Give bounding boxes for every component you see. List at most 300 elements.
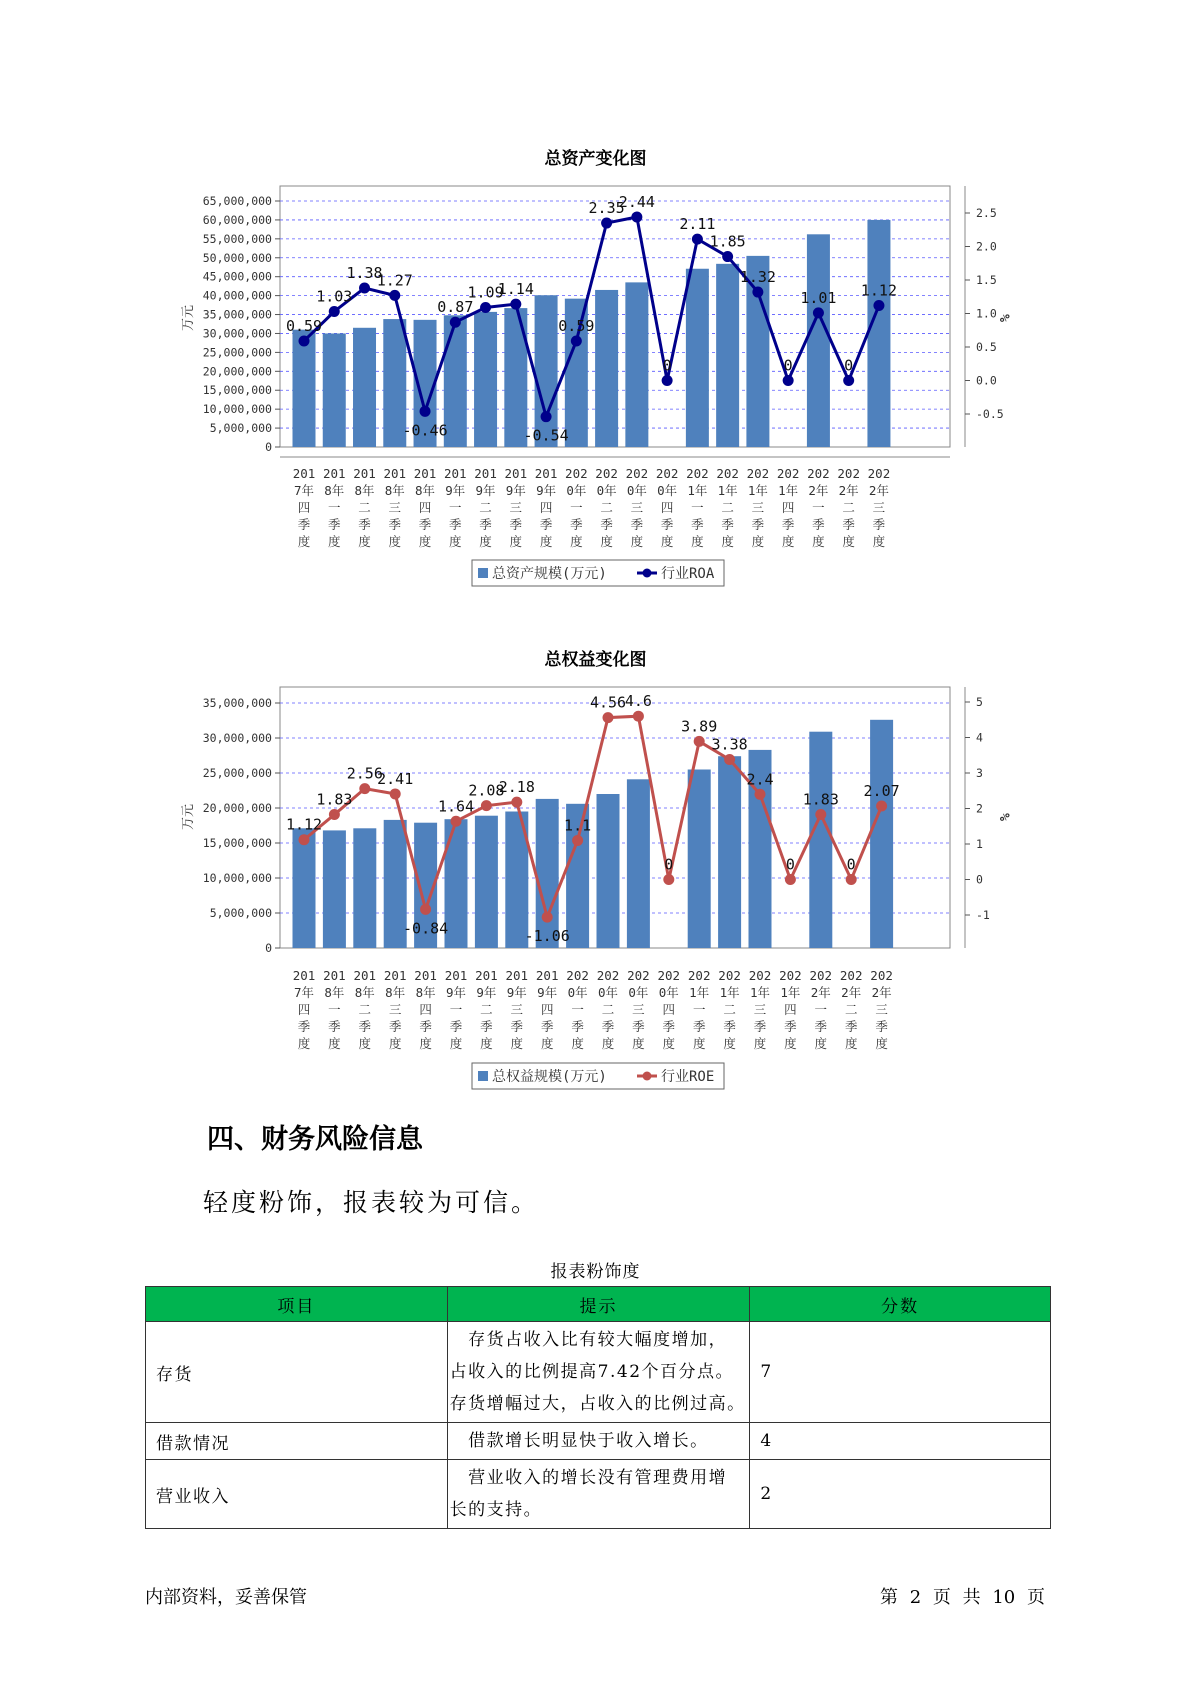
category-label: 一	[328, 500, 341, 515]
data-label: 4.56	[589, 693, 627, 712]
category-label: 季	[570, 517, 583, 532]
cell-hint	[447, 1460, 750, 1529]
left-axis-label: 万元	[181, 304, 196, 332]
data-label: 2.4	[746, 770, 774, 789]
cell-item: 存货	[146, 1322, 448, 1423]
category-label: 201	[413, 466, 437, 481]
left-tick-label: 5,000,000	[209, 421, 272, 436]
category-label: 季	[328, 517, 341, 532]
line-point	[451, 816, 462, 827]
category-label: 度	[842, 534, 855, 549]
category-label: 202	[596, 968, 620, 983]
category-label: 度	[509, 534, 523, 549]
hint-line: 占收入的比例提高7.42个百分点。	[449, 1362, 735, 1382]
cell-score: 2	[750, 1460, 1051, 1529]
category-label: 季	[692, 1019, 706, 1034]
category-label: 季	[509, 517, 523, 532]
category-label: 一	[812, 500, 825, 515]
category-label: 度	[630, 534, 644, 549]
category-label: 1年	[687, 483, 708, 498]
bar	[627, 779, 650, 948]
left-tick-label: 10,000,000	[202, 402, 272, 417]
data-label: 2.35	[588, 199, 625, 218]
line-point	[299, 834, 310, 845]
data-label: 4.6	[624, 692, 652, 711]
left-tick-label: 15,000,000	[202, 836, 272, 850]
data-label: 0.59	[285, 316, 323, 335]
cell-item: 借款情况	[146, 1423, 448, 1460]
left-tick-label: 25,000,000	[202, 345, 272, 360]
data-label: 0	[783, 356, 793, 375]
category-label: 0年	[596, 483, 617, 498]
category-label: 202	[565, 466, 588, 481]
right-tick-label: 1	[976, 837, 983, 851]
data-label: 1.01	[800, 288, 837, 307]
category-label: 0年	[597, 985, 619, 1000]
category-label: 季	[419, 1019, 432, 1034]
category-label: 201	[292, 968, 316, 983]
category-label: 201	[322, 466, 346, 481]
category-label: 9年	[505, 483, 526, 498]
category-label: 9年	[445, 985, 467, 1000]
line-point	[663, 874, 674, 885]
category-label: 二	[479, 500, 492, 515]
category-label: 三	[753, 1002, 767, 1017]
category-label: 度	[539, 534, 553, 549]
category-label: 一	[814, 1002, 828, 1017]
legend-bar-swatch	[478, 1071, 488, 1081]
category-label: 2年	[838, 483, 859, 498]
left-tick-label: 55,000,000	[202, 231, 272, 246]
category-label: 三	[872, 500, 886, 515]
category-label: 201	[323, 968, 346, 983]
category-label: 四	[297, 1002, 311, 1017]
category-label: 度	[297, 534, 311, 549]
data-label: 1.38	[346, 264, 383, 283]
data-label: 2.18	[498, 778, 535, 797]
hint-line: 存货占收入比有较大幅度增加，	[449, 1330, 728, 1350]
line-point	[542, 912, 553, 923]
left-tick-label: 10,000,000	[202, 871, 272, 885]
category-label: 季	[479, 517, 492, 532]
category-label: 季	[388, 517, 402, 532]
data-label: 2.11	[679, 215, 716, 234]
table-row	[146, 1460, 1051, 1529]
category-label: 201	[383, 968, 407, 983]
category-label: 202	[837, 466, 860, 481]
right-tick-label: 1.0	[976, 306, 997, 321]
data-label: -1.06	[524, 927, 570, 946]
category-label: 度	[721, 534, 734, 549]
category-label: 二	[844, 1002, 858, 1017]
data-label: 1.12	[285, 815, 323, 834]
category-label: 三	[632, 1002, 645, 1017]
category-label: 季	[540, 1019, 554, 1034]
footer-page-number: 第 2 页 共 10 页	[880, 1587, 1045, 1608]
category-label: 202	[867, 466, 891, 481]
category-label: 四	[419, 1002, 432, 1017]
category-label: 一	[691, 500, 704, 515]
category-label: 季	[510, 1019, 524, 1034]
category-label: 度	[419, 1036, 432, 1051]
category-label: 202	[746, 466, 770, 481]
category-label: 0年	[566, 483, 587, 498]
data-label: 3.89	[681, 717, 718, 736]
category-label: 度	[691, 534, 704, 549]
line-point	[724, 754, 735, 765]
category-label: 202	[595, 466, 618, 481]
chart-title-total-assets: 总资产变化图	[544, 149, 647, 169]
category-label: 季	[872, 517, 886, 532]
legend-line-marker	[643, 1072, 652, 1081]
cell-score: 4	[750, 1423, 1051, 1460]
right-tick-label: 0.5	[976, 340, 997, 354]
category-label: 201	[292, 466, 316, 481]
line-point	[390, 788, 401, 799]
category-label: 0年	[657, 483, 678, 498]
data-label: 1.27	[376, 271, 413, 290]
data-label: 3.38	[711, 735, 748, 754]
data-label: 0	[844, 356, 854, 375]
category-label: 202	[809, 968, 833, 983]
bar	[688, 770, 711, 949]
line-point	[755, 789, 766, 800]
category-label: 1年	[780, 985, 801, 1000]
category-label: 8年	[384, 483, 405, 498]
category-label: 2年	[841, 985, 862, 1000]
data-label: 1.09	[467, 283, 504, 302]
category-label: 1年	[689, 985, 710, 1000]
line-point	[572, 835, 583, 846]
left-tick-label: 50,000,000	[202, 250, 272, 265]
category-label: 8年	[415, 985, 436, 1000]
category-label: 9年	[537, 985, 558, 1000]
category-label: 度	[449, 534, 462, 549]
section-heading: 四、财务风险信息	[207, 1124, 423, 1155]
left-tick-label: 30,000,000	[202, 326, 272, 341]
bar	[870, 720, 893, 948]
left-tick-label: 65,000,000	[202, 194, 272, 208]
category-label: 1年	[747, 483, 768, 498]
left-tick-label: 60,000,000	[202, 212, 272, 227]
data-label: 1.14	[497, 280, 534, 299]
category-label: 季	[814, 1019, 828, 1034]
category-label: 度	[753, 1036, 767, 1051]
category-label: 202	[716, 466, 739, 481]
legend-bar-label: 总权益规模(万元)	[492, 1069, 607, 1085]
category-label: 2年	[808, 483, 829, 498]
category-label: 一	[449, 1002, 463, 1017]
left-tick-label: 45,000,000	[202, 269, 272, 284]
left-tick-label: 40,000,000	[202, 288, 272, 303]
category-label: 季	[844, 1019, 858, 1034]
line-point	[785, 874, 796, 885]
category-label: 二	[723, 1002, 736, 1017]
category-label: 201	[504, 466, 528, 481]
data-label: 0	[785, 855, 795, 874]
hint-line: 营业收入的增长没有管理费用增	[449, 1468, 728, 1488]
category-label: 1年	[717, 483, 738, 498]
category-label: 季	[539, 517, 553, 532]
category-label: 度	[784, 1036, 797, 1051]
category-label: 季	[660, 517, 674, 532]
category-label: 季	[449, 1019, 463, 1034]
category-label: 二	[358, 1002, 372, 1017]
category-label: 201	[474, 466, 497, 481]
category-label: 季	[632, 1019, 645, 1034]
category-label: 8年	[415, 483, 436, 498]
line-point	[420, 904, 431, 915]
data-label: -0.84	[403, 919, 449, 938]
left-tick-label: 15,000,000	[202, 383, 272, 398]
category-label: 度	[297, 1036, 311, 1051]
data-label: 0	[662, 356, 672, 375]
data-label: 0.87	[437, 298, 474, 317]
category-label: 季	[784, 1019, 797, 1034]
category-label: 2年	[810, 985, 831, 1000]
category-label: 8年	[354, 483, 375, 498]
right-tick-label: 2	[976, 801, 983, 816]
category-label: 二	[358, 500, 371, 515]
category-label: 季	[358, 1019, 372, 1034]
category-label: 季	[842, 517, 855, 532]
cell-score: 7	[750, 1322, 1051, 1423]
line-point	[481, 800, 492, 811]
category-label: 1年	[719, 985, 740, 1000]
category-label: 四	[781, 500, 795, 515]
bar	[718, 756, 741, 948]
category-label: 9年	[475, 483, 496, 498]
section-text: 轻度粉饰，报表较为可信。	[203, 1188, 540, 1217]
category-label: 季	[328, 1019, 341, 1034]
line-point	[511, 797, 522, 808]
category-label: 202	[870, 968, 893, 983]
category-label: 0年	[658, 985, 679, 1000]
line-point	[359, 783, 370, 794]
category-label: 二	[480, 1002, 493, 1017]
category-label: 季	[781, 517, 795, 532]
right-tick-label: 0.0	[976, 373, 997, 388]
category-label: 季	[721, 517, 734, 532]
category-label: 季	[691, 517, 704, 532]
bar	[809, 732, 832, 948]
left-tick-label: 5,000,000	[209, 906, 272, 920]
data-label: 1.85	[709, 232, 746, 251]
right-tick-label: 0	[976, 872, 983, 887]
category-label: 201	[353, 968, 377, 983]
category-label: 202	[839, 968, 863, 983]
left-tick-label: 0	[265, 941, 272, 955]
category-label: 8年	[324, 483, 345, 498]
risk-table	[145, 1286, 1051, 1529]
category-label: 季	[875, 1019, 888, 1034]
header-item: 项目	[146, 1287, 448, 1322]
category-label: 201	[475, 968, 498, 983]
category-label: 度	[812, 534, 825, 549]
category-label: 度	[571, 1036, 584, 1051]
category-label: 度	[692, 1036, 706, 1051]
right-axis-label: %	[996, 813, 1011, 821]
category-label: 度	[480, 1036, 493, 1051]
category-label: 201	[444, 466, 467, 481]
category-label: 7年	[293, 483, 315, 498]
category-label: 季	[600, 517, 613, 532]
bar	[536, 799, 559, 948]
category-label: 季	[388, 1019, 402, 1034]
line-point	[329, 809, 340, 820]
category-label: 度	[328, 534, 341, 549]
left-axis-label: 万元	[181, 803, 196, 831]
cell-hint	[447, 1322, 750, 1423]
data-label: 0	[664, 855, 674, 874]
category-label: 三	[875, 1002, 888, 1017]
category-label: 202	[776, 466, 800, 481]
category-label: 度	[872, 534, 886, 549]
category-label: 202	[655, 466, 679, 481]
bar	[323, 830, 346, 948]
category-label: 一	[328, 1002, 341, 1017]
left-tick-label: 0	[265, 440, 272, 454]
data-label: 1.03	[316, 287, 353, 306]
data-label: 2.56	[346, 764, 383, 783]
category-label: 四	[418, 500, 432, 515]
left-tick-label: 35,000,000	[202, 696, 272, 710]
category-label: 度	[600, 534, 613, 549]
category-label: 1年	[749, 985, 771, 1000]
data-label: -0.54	[523, 426, 569, 445]
left-tick-label: 20,000,000	[202, 801, 272, 815]
category-label: 度	[781, 534, 795, 549]
category-label: 201	[444, 968, 468, 983]
bar	[597, 794, 620, 948]
category-label: 季	[723, 1019, 736, 1034]
category-label: 9年	[476, 985, 497, 1000]
category-label: 202	[748, 968, 772, 983]
data-label: 2.07	[863, 782, 900, 801]
category-label: 四	[662, 1002, 676, 1017]
category-label: 201	[534, 466, 558, 481]
category-label: 季	[480, 1019, 493, 1034]
data-label: 2.08	[468, 781, 505, 800]
line-point	[633, 711, 644, 722]
category-label: 度	[814, 1036, 828, 1051]
category-label: 202	[718, 968, 741, 983]
right-tick-label: 4	[976, 730, 983, 745]
category-label: 度	[510, 1036, 524, 1051]
category-label: 1年	[778, 483, 799, 498]
category-label: 201	[353, 466, 376, 481]
data-label: 1.32	[739, 268, 776, 287]
category-label: 202	[686, 466, 709, 481]
category-label: 202	[627, 968, 650, 983]
category-label: 二	[600, 500, 613, 515]
category-label: 8年	[385, 985, 406, 1000]
category-label: 0年	[626, 483, 647, 498]
bar	[293, 828, 316, 948]
category-label: 201	[414, 968, 437, 983]
category-label: 一	[571, 1002, 584, 1017]
category-label: 三	[509, 500, 523, 515]
category-label: 9年	[445, 483, 466, 498]
header-hint: 提示	[447, 1287, 750, 1322]
category-label: 度	[540, 1036, 554, 1051]
left-tick-label: 25,000,000	[202, 766, 272, 780]
category-label: 度	[418, 534, 432, 549]
category-label: 季	[630, 517, 644, 532]
category-label: 201	[535, 968, 559, 983]
category-label: 2年	[868, 483, 889, 498]
category-label: 度	[723, 1036, 736, 1051]
category-label: 季	[297, 1019, 311, 1034]
category-label: 季	[297, 517, 311, 532]
line-point	[603, 712, 614, 723]
category-label: 2年	[871, 985, 892, 1000]
category-label: 度	[449, 1036, 463, 1051]
hint-line: 存货增幅过大，占收入的比例过高。	[449, 1394, 746, 1414]
chart-title-total-equity: 总权益变化图	[544, 650, 647, 670]
category-label: 度	[751, 534, 765, 549]
footer-confidential: 内部资料，妥善保管	[145, 1587, 307, 1608]
category-label: 度	[844, 1036, 858, 1051]
bar	[475, 816, 498, 948]
category-label: 三	[388, 1002, 402, 1017]
category-label: 7年	[293, 985, 315, 1000]
category-label: 四	[540, 1002, 554, 1017]
right-axis-label: %	[996, 314, 1011, 322]
data-label: 1.12	[860, 281, 898, 300]
category-label: 202	[657, 968, 681, 983]
category-label: 9年	[506, 985, 527, 1000]
category-label: 季	[418, 517, 432, 532]
data-label: 1.1	[564, 816, 592, 835]
data-label: 1.83	[316, 790, 353, 809]
category-label: 9年	[536, 483, 557, 498]
category-label: 季	[449, 517, 462, 532]
left-tick-label: 30,000,000	[202, 731, 272, 745]
category-label: 8年	[354, 985, 375, 1000]
right-tick-label: 5	[976, 695, 983, 709]
category-label: 季	[662, 1019, 676, 1034]
category-label: 202	[566, 968, 589, 983]
category-label: 一	[692, 1002, 706, 1017]
legend-line-label: 行业ROE	[661, 1069, 715, 1085]
category-label: 0年	[567, 985, 588, 1000]
category-label: 四	[784, 1002, 797, 1017]
category-label: 三	[388, 500, 402, 515]
hint-line: 长的支持。	[449, 1500, 543, 1520]
category-label: 202	[625, 466, 649, 481]
category-label: 度	[358, 1036, 372, 1051]
category-label: 度	[660, 534, 674, 549]
category-label: 四	[660, 500, 674, 515]
hint-line: 借款增长明显快于收入增长。	[449, 1431, 709, 1451]
data-label: 2.41	[377, 769, 414, 788]
left-tick-label: 20,000,000	[202, 364, 272, 379]
category-label: 季	[812, 517, 825, 532]
line-point	[876, 801, 887, 812]
data-label: 0	[846, 855, 856, 874]
category-label: 度	[570, 534, 583, 549]
category-label: 季	[358, 517, 371, 532]
category-label: 一	[570, 500, 583, 515]
data-label: 1.64	[437, 797, 475, 816]
cell-hint	[447, 1423, 750, 1460]
right-tick-label: -1	[976, 908, 990, 922]
category-label: 度	[662, 1036, 676, 1051]
category-label: 四	[297, 500, 311, 515]
category-label: 度	[875, 1036, 888, 1051]
category-label: 度	[479, 534, 492, 549]
